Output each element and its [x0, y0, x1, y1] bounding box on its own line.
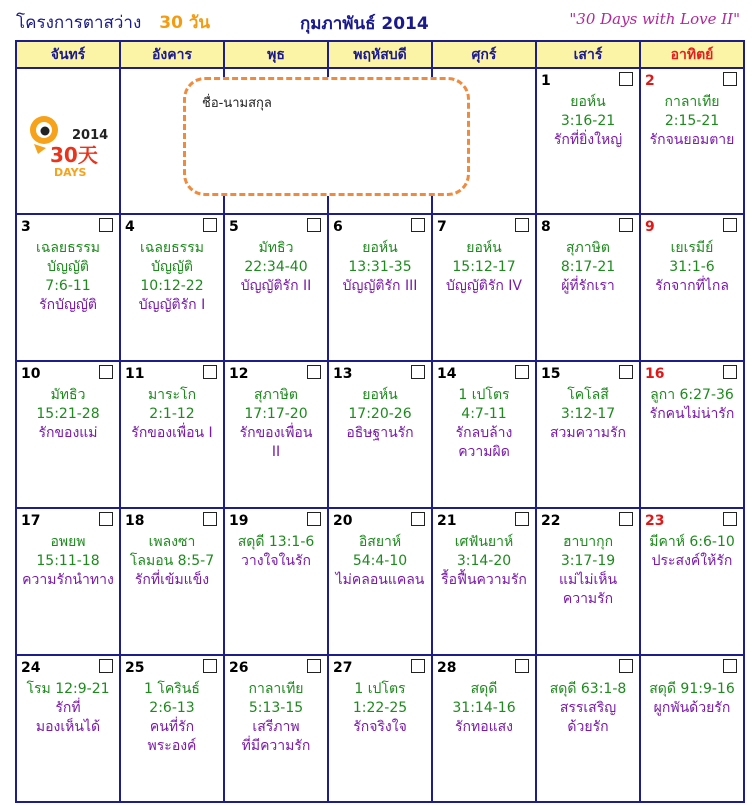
reference-line: 31:1-6 — [669, 259, 715, 275]
day-cell — [16, 214, 120, 361]
reference-line: ยอห์น — [362, 240, 398, 256]
reference-line: บัญญัติ — [151, 259, 193, 275]
reading-theme — [433, 277, 535, 296]
scripture-reference — [329, 533, 431, 571]
day-number: 13 — [333, 366, 353, 382]
reference-line: เฉลยธรรม — [36, 240, 100, 256]
day-cell — [640, 214, 744, 361]
reference-line: 3:12-17 — [560, 406, 616, 422]
reading-theme — [121, 571, 223, 590]
done-checkbox[interactable] — [99, 512, 113, 526]
reference-line: 1:22-25 — [352, 700, 408, 716]
day-number: 1 — [541, 73, 551, 89]
scripture-reference — [17, 239, 119, 296]
done-checkbox[interactable] — [99, 365, 113, 379]
reading-theme — [329, 277, 431, 296]
reference-line: โลมอน 8:5-7 — [129, 553, 215, 569]
reference-line: บัญญัติ — [47, 259, 89, 275]
day-number: 21 — [437, 513, 457, 529]
done-checkbox[interactable] — [307, 218, 321, 232]
theme-line: รักคนไม่น่ารัก — [649, 406, 735, 422]
reference-line: 3:17-19 — [560, 553, 616, 569]
reading-theme — [537, 131, 639, 150]
theme-line: รักจนยอมตาย — [649, 132, 735, 148]
month-title: กุมภาพันธ์ 2014 — [300, 14, 429, 34]
reading-theme — [329, 718, 431, 737]
day-number: 5 — [229, 219, 239, 235]
done-checkbox[interactable] — [203, 365, 217, 379]
reading-theme — [329, 424, 431, 443]
logo-30: 30天 — [50, 143, 98, 167]
scripture-reference — [433, 386, 535, 424]
done-checkbox[interactable] — [99, 659, 113, 673]
day-cell — [432, 214, 536, 361]
day-cell — [120, 361, 224, 508]
done-checkbox[interactable] — [723, 659, 737, 673]
reference-line: 10:12-22 — [140, 278, 204, 294]
day-cell — [536, 214, 640, 361]
day-cell — [16, 361, 120, 508]
day-number: 11 — [125, 366, 145, 382]
theme-line: รักที่ยิ่งใหญ่ — [553, 132, 623, 148]
day-number: 7 — [437, 219, 447, 235]
day-cell — [328, 508, 432, 655]
reference-line: 13:31-35 — [348, 259, 412, 275]
day-cell — [640, 361, 744, 508]
theme-line: พระองค์ — [147, 738, 197, 754]
theme-line: คนที่รัก — [149, 719, 195, 735]
day-cell — [120, 508, 224, 655]
theme-line: รื้อฟื้นความรัก — [441, 572, 527, 588]
reading-theme — [225, 718, 327, 756]
day-number: 25 — [125, 660, 145, 676]
done-checkbox[interactable] — [411, 365, 425, 379]
done-checkbox[interactable] — [307, 512, 321, 526]
done-checkbox[interactable] — [515, 365, 529, 379]
theme-line: ไม่คลอนแคลน — [335, 572, 425, 588]
day-number: 10 — [21, 366, 41, 382]
reference-line: เพลงซา — [148, 534, 196, 550]
reference-line: สุภาษิต — [254, 387, 298, 403]
week-row — [16, 655, 744, 802]
theme-line: รักของเพื่อน I — [131, 425, 213, 441]
reference-line: 1 โครินธ์ — [144, 681, 200, 697]
theme-line: รักที่เข้มแข็ง — [134, 572, 210, 588]
done-checkbox[interactable] — [619, 659, 633, 673]
reference-line: มัทธิว — [50, 387, 86, 403]
day-number: 9 — [645, 219, 655, 235]
reference-line: โรม 12:9-21 — [26, 681, 110, 697]
reference-line: 17:17-20 — [244, 406, 308, 422]
day-number: 24 — [21, 660, 41, 676]
day-cell — [536, 361, 640, 508]
scripture-reference — [537, 533, 639, 571]
day-cell — [16, 508, 120, 655]
reference-line: 1 เปโตร — [354, 681, 406, 697]
theme-line: รักลบล้าง — [455, 425, 513, 441]
reading-theme — [641, 552, 743, 571]
reference-line: สุภาษิต — [566, 240, 610, 256]
reading-theme — [225, 424, 327, 462]
weekday-sat: เสาร์ — [536, 41, 640, 68]
theme-line: รักบัญญัติ — [39, 297, 97, 313]
day-cell — [16, 655, 120, 802]
reading-theme — [433, 718, 535, 737]
reference-line: 1 เปโตร — [458, 387, 510, 403]
reading-theme — [433, 571, 535, 590]
program-title — [16, 9, 210, 36]
done-checkbox[interactable] — [307, 365, 321, 379]
reading-theme — [225, 552, 327, 571]
done-checkbox[interactable] — [411, 512, 425, 526]
theme-line: ด้วยรัก — [567, 719, 609, 735]
scripture-reference — [537, 239, 639, 277]
reading-theme — [537, 699, 639, 737]
theme-line: ประสงค์ให้รัก — [651, 553, 733, 569]
weekday-fri: ศุกร์ — [432, 41, 536, 68]
theme-line: ความผิด — [458, 444, 510, 460]
reference-line: 15:12-17 — [452, 259, 516, 275]
done-checkbox[interactable] — [307, 659, 321, 673]
scripture-reference — [329, 680, 431, 718]
done-checkbox[interactable] — [619, 72, 633, 86]
done-checkbox[interactable] — [411, 218, 425, 232]
theme-line: ผูกพันด้วยรัก — [653, 700, 731, 716]
done-checkbox[interactable] — [723, 365, 737, 379]
done-checkbox[interactable] — [515, 512, 529, 526]
reference-line: 7:6-11 — [45, 278, 91, 294]
done-checkbox[interactable] — [203, 218, 217, 232]
reference-line: เฉลยธรรม — [140, 240, 204, 256]
done-checkbox[interactable] — [723, 72, 737, 86]
reading-theme — [17, 571, 119, 590]
reading-theme — [329, 571, 431, 590]
weekday-thu: พฤหัสบดี — [328, 41, 432, 68]
reference-line: 2:15-21 — [664, 113, 720, 129]
day-cell — [536, 508, 640, 655]
scripture-reference — [537, 386, 639, 424]
reference-line: 17:20-26 — [348, 406, 412, 422]
weekday-wed: พุธ — [224, 41, 328, 68]
reading-theme — [641, 131, 743, 150]
scripture-reference — [225, 533, 327, 552]
theme-line: อธิษฐานรัก — [346, 425, 414, 441]
reference-line: สดุดี 63:1-8 — [549, 681, 627, 697]
theme-line: รักทอแสง — [454, 719, 514, 735]
reference-line: 15:11-18 — [36, 553, 100, 569]
weekday-header-row — [16, 41, 744, 68]
day-cell — [328, 214, 432, 361]
day-number: 3 — [21, 219, 31, 235]
done-checkbox[interactable] — [203, 512, 217, 526]
day-cell — [536, 68, 640, 214]
theme-line: รักที่ — [55, 700, 81, 716]
reading-theme — [17, 296, 119, 315]
scripture-reference — [121, 386, 223, 424]
day-number: 27 — [333, 660, 353, 676]
day-number: 2 — [645, 73, 655, 89]
scripture-reference — [433, 239, 535, 277]
reference-line: มาระโก — [147, 387, 197, 403]
reference-line: โคโลสี — [567, 387, 609, 403]
theme-line: รักของเพื่อน — [239, 425, 313, 441]
name-field-box[interactable] — [183, 77, 470, 196]
theme-line: ความรัก — [562, 591, 614, 607]
scripture-reference — [225, 239, 327, 277]
reference-line: ยอห์น — [466, 240, 502, 256]
scripture-reference — [121, 239, 223, 296]
reference-line: 22:34-40 — [244, 259, 308, 275]
day-cell — [432, 508, 536, 655]
day-cell — [432, 361, 536, 508]
scripture-reference — [641, 93, 743, 131]
reading-theme — [17, 424, 119, 443]
day-number: 26 — [229, 660, 249, 676]
weekday-mon: จันทร์ — [16, 41, 120, 68]
reference-line: 3:14-20 — [456, 553, 512, 569]
done-checkbox[interactable] — [411, 659, 425, 673]
scripture-reference — [537, 93, 639, 131]
done-checkbox[interactable] — [515, 218, 529, 232]
day-number: 23 — [645, 513, 665, 529]
week-row — [16, 214, 744, 361]
theme-line: บัญญัติรัก III — [342, 278, 418, 294]
day-number: 15 — [541, 366, 561, 382]
scripture-reference — [329, 386, 431, 424]
reference-line: เศฟันยาห์ — [454, 534, 514, 550]
reference-line: 15:21-28 — [36, 406, 100, 422]
day-number: 4 — [125, 219, 135, 235]
done-checkbox[interactable] — [619, 365, 633, 379]
day-cell — [640, 508, 744, 655]
done-checkbox[interactable] — [723, 512, 737, 526]
done-checkbox[interactable] — [203, 659, 217, 673]
reference-line: 4:7-11 — [461, 406, 507, 422]
theme-line: สวมความรัก — [550, 425, 626, 441]
weekday-sun: อาทิตย์ — [640, 41, 744, 68]
reference-line: ลูกา 6:27-36 — [650, 387, 734, 403]
day-number: 28 — [437, 660, 457, 676]
day-cell — [328, 361, 432, 508]
scripture-reference — [225, 386, 327, 424]
reading-theme — [121, 718, 223, 756]
reference-line: 5:13-15 — [248, 700, 304, 716]
theme-line: เสรีภาพ — [252, 719, 300, 735]
reading-theme — [121, 424, 223, 443]
reference-line: มัทธิว — [258, 240, 294, 256]
30-days-logo — [24, 108, 110, 180]
scripture-reference — [537, 680, 639, 699]
reference-line: 3:16-21 — [560, 113, 616, 129]
reference-line: 54:4-10 — [352, 553, 408, 569]
day-number: 6 — [333, 219, 343, 235]
done-checkbox[interactable] — [723, 218, 737, 232]
scripture-reference — [329, 239, 431, 277]
day-number: 18 — [125, 513, 145, 529]
day-number: 20 — [333, 513, 353, 529]
reading-theme — [537, 424, 639, 443]
calendar-header — [0, 0, 754, 40]
theme-line: ผู้ที่รักเรา — [561, 278, 615, 294]
reference-line: อพยพ — [50, 534, 86, 550]
day-cell — [120, 214, 224, 361]
day-cell — [224, 361, 328, 508]
done-checkbox[interactable] — [515, 659, 529, 673]
done-checkbox[interactable] — [619, 512, 633, 526]
scripture-reference — [17, 680, 119, 699]
day-number: 19 — [229, 513, 249, 529]
scripture-reference — [17, 533, 119, 571]
scripture-reference — [641, 533, 743, 552]
done-checkbox[interactable] — [99, 218, 113, 232]
day-number: 17 — [21, 513, 41, 529]
scripture-reference — [17, 386, 119, 424]
reference-line: อิสยาห์ — [358, 534, 402, 550]
scripture-reference — [433, 680, 535, 718]
logo-days: DAYS — [54, 166, 87, 179]
day-cell — [224, 655, 328, 802]
day-cell — [432, 655, 536, 802]
program-days: 30 วัน — [159, 13, 211, 33]
reference-line: ยอห์น — [570, 94, 606, 110]
reference-line: สดุดี 91:9-16 — [649, 681, 735, 697]
reference-line: ยอห์น — [362, 387, 398, 403]
reference-line: 2:1-12 — [149, 406, 195, 422]
theme-line: มองเห็นได้ — [35, 719, 101, 735]
reference-line: ฮาบากุก — [562, 534, 614, 550]
day-number: 14 — [437, 366, 457, 382]
reference-line: สดุดี — [470, 681, 498, 697]
theme-line: ที่มีความรัก — [241, 738, 311, 754]
program-name: โครงการตาสว่าง — [16, 13, 142, 33]
day-cell — [640, 68, 744, 214]
scripture-reference — [121, 533, 223, 571]
reading-theme — [225, 277, 327, 296]
reading-theme — [537, 571, 639, 609]
theme-line: ความรักนำทาง — [22, 572, 114, 588]
theme-line: รักของแม่ — [38, 425, 98, 441]
done-checkbox[interactable] — [619, 218, 633, 232]
scripture-reference — [641, 386, 743, 405]
logo-year: 2014 — [72, 128, 109, 143]
theme-line: บัญญัติรัก II — [240, 278, 312, 294]
scripture-reference — [121, 680, 223, 718]
theme-line: สรรเสริญ — [559, 700, 617, 716]
reading-theme — [641, 277, 743, 296]
reading-theme — [17, 699, 119, 737]
reading-theme — [121, 296, 223, 315]
theme-line: รักจากที่ไกล — [655, 278, 729, 294]
scripture-reference — [641, 239, 743, 277]
theme-line: บัญญัติรัก IV — [446, 278, 522, 294]
logo-eye-tail — [34, 144, 46, 154]
weekday-tue: อังคาร — [120, 41, 224, 68]
reading-theme — [641, 405, 743, 424]
week-row — [16, 508, 744, 655]
day-cell — [224, 214, 328, 361]
theme-line: วางใจในรัก — [241, 553, 311, 569]
logo-eye-pupil — [41, 127, 50, 136]
theme-line: บัญญัติรัก I — [138, 297, 206, 313]
theme-line: รักจริงใจ — [353, 719, 407, 735]
day-cell — [224, 508, 328, 655]
week-row — [16, 361, 744, 508]
day-cell — [640, 655, 744, 802]
theme-title: "30 Days with Love II" — [569, 10, 740, 28]
day-number: 22 — [541, 513, 561, 529]
day-number: 12 — [229, 366, 249, 382]
day-cell — [536, 655, 640, 802]
reading-theme — [433, 424, 535, 462]
reference-line: 8:17-21 — [560, 259, 616, 275]
day-number: 16 — [645, 366, 665, 382]
theme-line: แม่ไม่เห็น — [558, 572, 618, 588]
reference-line: สดุดี 13:1-6 — [237, 534, 315, 550]
reference-line: เยเรมีย์ — [670, 240, 714, 256]
scripture-reference — [225, 680, 327, 718]
scripture-reference — [641, 680, 743, 699]
theme-line: II — [271, 444, 281, 460]
day-cell — [328, 655, 432, 802]
day-cell — [120, 655, 224, 802]
reference-line: 2:6-13 — [149, 700, 195, 716]
reference-line: มีคาห์ 6:6-10 — [649, 534, 735, 550]
reference-line: กาลาเทีย — [664, 94, 720, 110]
reading-theme — [641, 699, 743, 718]
scripture-reference — [433, 533, 535, 571]
reading-theme — [537, 277, 639, 296]
name-field-label: ชื่อ-นามสกุล — [202, 96, 272, 111]
reference-line: กาลาเทีย — [248, 681, 304, 697]
day-number: 8 — [541, 219, 551, 235]
reference-line: 31:14-16 — [452, 700, 516, 716]
